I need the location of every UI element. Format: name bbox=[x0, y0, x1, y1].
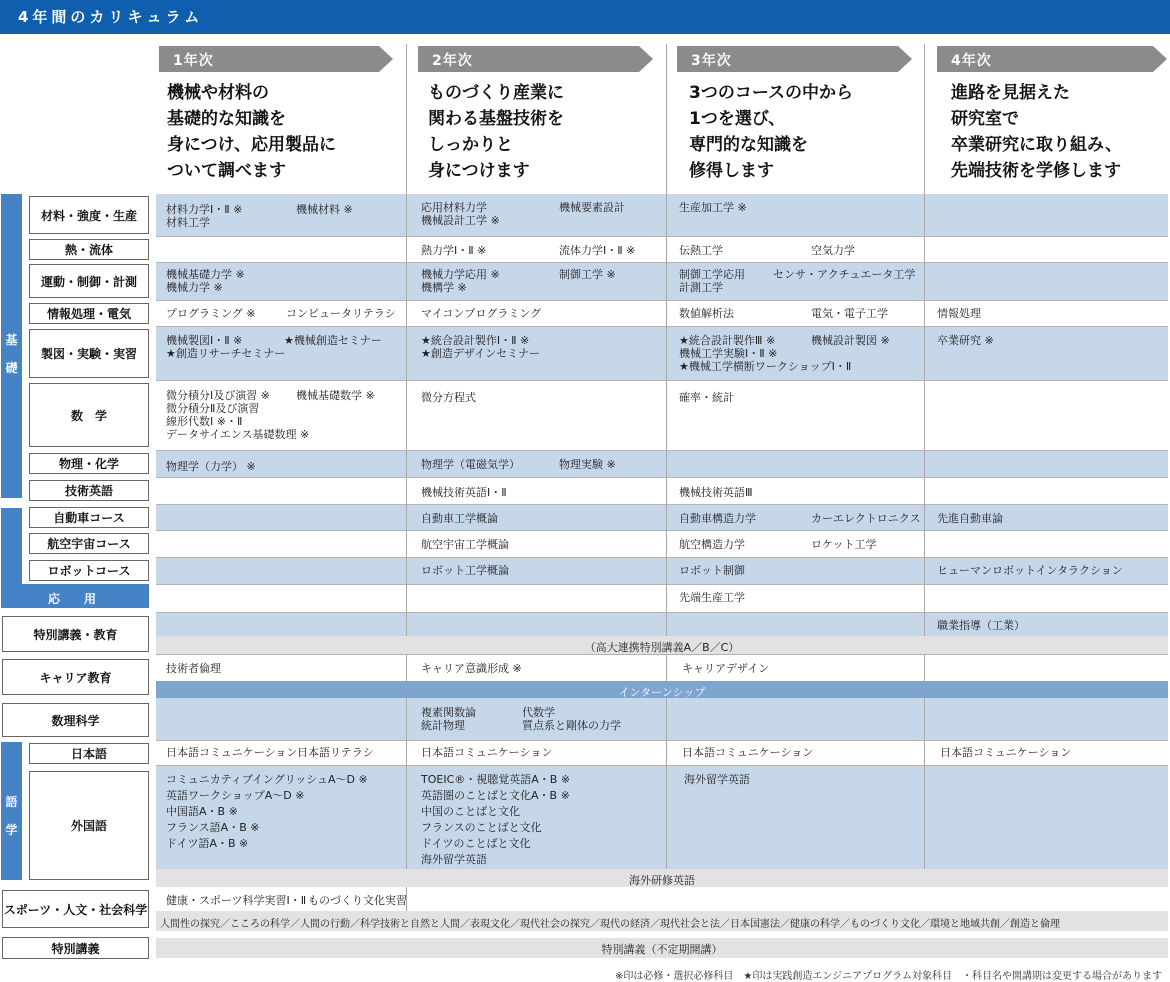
course-cell: 航空宇宙工学概論 bbox=[421, 538, 509, 551]
course-cell: 生産加工学 ※ bbox=[679, 201, 747, 214]
page-title: 4年間のカリキュラム bbox=[18, 8, 204, 26]
category-tokubetsu-kyoiku: 特別講義・教育 bbox=[2, 616, 149, 652]
group-bar-ouyo bbox=[1, 508, 22, 584]
category-joho: 情報処理・電気 bbox=[29, 303, 149, 324]
course-cell: 空気力学 bbox=[811, 244, 855, 257]
course-cell: ★統合設計製作Ⅰ・Ⅱ ※ ★創造デザインセミナー bbox=[421, 334, 541, 360]
year-tab-3 bbox=[677, 46, 898, 72]
category-gijutsu: 技術英語 bbox=[29, 480, 149, 501]
row-bg-undo bbox=[156, 262, 1168, 300]
band-tokubetsu-text: 特別講義（不定期開講） bbox=[601, 943, 723, 956]
row-divider bbox=[156, 300, 1168, 301]
row-bg-gap bbox=[156, 931, 1168, 938]
row-divider bbox=[156, 477, 1168, 478]
course-cell: 日本語コミュニケーション bbox=[166, 746, 298, 759]
course-cell: 日本語リテラシ bbox=[297, 746, 374, 759]
row-divider bbox=[156, 740, 1168, 741]
course-cell: 制御工学 ※ bbox=[559, 268, 616, 281]
year-label-1: 1年次 bbox=[173, 53, 214, 69]
year-divider bbox=[406, 698, 407, 869]
course-cell: 微分方程式 bbox=[421, 391, 476, 404]
course-cell: ロボット工学概論 bbox=[421, 564, 509, 577]
row-divider bbox=[156, 504, 1168, 505]
course-cell: 日本語コミュニケーション bbox=[682, 746, 814, 759]
year-label-4: 4年次 bbox=[951, 53, 992, 69]
category-jidosha: 自動車コース bbox=[29, 507, 149, 528]
category-tokubetsu: 特別講義 bbox=[2, 937, 149, 959]
row-bg-ouyo bbox=[156, 584, 1168, 612]
course-cell: 機械技術英語Ⅰ・Ⅱ bbox=[421, 486, 507, 499]
course-cell: 熱力学Ⅰ・Ⅱ ※ bbox=[421, 244, 487, 257]
year-label-3: 3年次 bbox=[691, 53, 732, 69]
group-label-gogaku: 学 bbox=[5, 823, 18, 837]
band-jinbun-text: 人間性の探究／こころの科学／人間の行動／科学技術と自然と人間／表現文化／現代社会の探究／現代の経済／現代社会と法／日本国憲法／健康の科学／ものづくり文化／環境と地域共創／創造と倫理 bbox=[160, 919, 1060, 930]
group-bar-gogaku bbox=[1, 742, 22, 880]
category-butsuri: 物理・化学 bbox=[29, 453, 149, 474]
course-cell: キャリアデザイン bbox=[682, 662, 770, 675]
course-cell: 伝熱工学 bbox=[679, 244, 723, 257]
row-bg-jidosha bbox=[156, 504, 1168, 530]
band-kodai-text: （高大連携特別講義A／B／C） bbox=[584, 641, 740, 654]
year-divider bbox=[924, 44, 925, 636]
year-label-2: 2年次 bbox=[432, 53, 473, 69]
course-cell: 航空構造力学 bbox=[679, 538, 745, 551]
course-cell: 数値解析法 bbox=[679, 307, 734, 320]
course-cell: 機械基礎力学 ※ 機械力学 ※ bbox=[166, 268, 245, 294]
year-desc-2: ものづくり産業に 関わる基盤技術を しっかりと 身につけます bbox=[428, 83, 564, 181]
year-tab-2 bbox=[418, 46, 639, 72]
course-cell: 複素関数論 統計物理 bbox=[421, 706, 476, 732]
course-cell: センサ・アクチュエータ工学 bbox=[773, 268, 916, 281]
course-cell: 応用材料力学 機械設計工学 ※ bbox=[421, 201, 500, 227]
course-cell: ヒューマンロボットインタラクション bbox=[937, 564, 1123, 577]
course-cell: 機械要素設計 bbox=[559, 201, 625, 214]
course-cell: 海外留学英語 bbox=[684, 773, 750, 786]
course-cell: 代数学 質点系と剛体の力学 bbox=[522, 706, 621, 732]
group-label-kiso: 基 bbox=[5, 333, 18, 347]
category-sugaku: 数 学 bbox=[29, 383, 149, 447]
course-cell: 機械基礎数学 ※ bbox=[296, 389, 375, 402]
course-cell: TOEIC®・視聴覚英語A・B ※ 英語圏のことばと文化A・B ※ 中国のことばと文化 フランスのことばと文化 ドイツのことばと文化 海外留学英語 bbox=[421, 773, 571, 866]
course-cell: ★統合設計製作Ⅲ ※ 機械工学実験Ⅰ・Ⅱ ※ ★機械工学横断ワークショップⅠ・Ⅱ bbox=[679, 334, 852, 373]
year-tab-1 bbox=[159, 46, 379, 72]
course-cell: 自動車工学概論 bbox=[421, 512, 498, 525]
category-seizu: 製図・実験・実習 bbox=[29, 329, 149, 378]
course-cell: 機械技術英語Ⅲ bbox=[679, 486, 753, 499]
group-label-kiso: 礎 bbox=[5, 361, 18, 375]
row-divider bbox=[156, 380, 1168, 381]
course-cell: コンピュータリテラシ bbox=[286, 307, 396, 320]
row-divider bbox=[156, 530, 1168, 531]
course-cell: 日本語コミュニケーション bbox=[421, 746, 553, 759]
course-cell: 電気・電子工学 bbox=[811, 307, 888, 320]
course-cell: 自動車構造力学 bbox=[679, 512, 756, 525]
row-divider bbox=[156, 236, 1168, 237]
band-kaigai-text: 海外研修英語 bbox=[629, 874, 695, 887]
course-cell: 機械製図Ⅰ・Ⅱ ※ ★創造リサーチセミナー bbox=[166, 334, 286, 360]
year-divider bbox=[666, 44, 667, 636]
course-cell: コミュニカティブイングリッシュA～D ※ 英語ワークショップA～D ※ 中国語A・B ※ フランス語A・B ※ ドイツ語A・B ※ bbox=[166, 773, 368, 850]
year-desc-3: 3つのコースの中から 1つを選び、 専門的な知識を 修得します bbox=[689, 83, 853, 181]
group-label-ouyo: 応 用 bbox=[47, 592, 102, 606]
row-divider bbox=[156, 450, 1168, 451]
year-divider bbox=[406, 44, 407, 636]
year-divider bbox=[666, 698, 667, 869]
course-cell: 確率・統計 bbox=[679, 391, 734, 404]
category-gaikokugo: 外国語 bbox=[29, 771, 149, 880]
course-cell: プログラミング ※ bbox=[166, 307, 256, 320]
category-career: キャリア教育 bbox=[2, 659, 149, 695]
row-bg-butsuri bbox=[156, 450, 1168, 477]
band-intern-text: インターンシップ bbox=[618, 686, 706, 699]
category-zairyo: 材料・強度・生産 bbox=[29, 196, 149, 234]
year-divider bbox=[924, 698, 925, 869]
category-koku: 航空宇宙コース bbox=[29, 533, 149, 554]
course-cell: 情報処理 bbox=[937, 307, 981, 320]
course-cell: 制御工学応用 計測工学 bbox=[679, 268, 745, 294]
course-cell: 健康・スポーツ科学実習Ⅰ・Ⅱ bbox=[166, 894, 307, 907]
course-cell: カーエレクトロニクス bbox=[811, 512, 921, 525]
course-cell: ロボット制御 bbox=[679, 564, 745, 577]
year-tab-4 bbox=[937, 46, 1153, 72]
course-cell: 物理学（力学） ※ bbox=[166, 460, 256, 473]
course-cell: マイコンプログラミング bbox=[421, 307, 542, 320]
row-bg-gijutsu bbox=[156, 477, 1168, 504]
year-desc-1: 機械や材料の 基礎的な知識を 身につけ、応用製品に ついて調べます bbox=[167, 83, 336, 181]
row-divider bbox=[156, 584, 1168, 585]
group-label-gogaku: 語 bbox=[5, 795, 18, 809]
course-cell: 技術者倫理 bbox=[166, 662, 221, 675]
course-cell: キャリア意識形成 ※ bbox=[421, 662, 522, 675]
year-divider bbox=[666, 654, 667, 681]
row-divider bbox=[156, 765, 1168, 766]
course-cell: 材料力学Ⅰ・Ⅱ ※ 材料工学 bbox=[166, 203, 243, 229]
course-cell: 流体力学Ⅰ・Ⅱ ※ bbox=[559, 244, 636, 257]
category-undo: 運動・制御・計測 bbox=[29, 264, 149, 298]
category-suri: 数理科学 bbox=[2, 703, 149, 737]
row-bg-suri bbox=[156, 698, 1168, 740]
footnote: ※印は必修・選択必修科目 ★印は実践創造エンジニアプログラム対象科目 ・科目名や開講期は変更する場合があります bbox=[615, 971, 1162, 982]
course-cell: ★機械創造セミナー bbox=[284, 334, 382, 347]
course-cell: 機械力学応用 ※ 機構学 ※ bbox=[421, 268, 500, 294]
course-cell: 物理実験 ※ bbox=[559, 458, 616, 471]
course-cell: 日本語コミュニケーション bbox=[940, 746, 1072, 759]
course-cell: 先端生産工学 bbox=[679, 591, 745, 604]
row-bg-career bbox=[156, 654, 1168, 681]
course-cell: ロケット工学 bbox=[811, 538, 877, 551]
year-divider bbox=[924, 654, 925, 681]
course-cell: 微分積分Ⅰ及び演習 ※ 微分積分Ⅱ及び演習 線形代数Ⅰ ※・Ⅱ データサイエンス基礎数理 ※ bbox=[166, 389, 310, 441]
row-bg-netsu bbox=[156, 236, 1168, 262]
year-desc-4: 進路を見据えた 研究室で 卒業研究に取り組み、 先端技術を学修します bbox=[951, 83, 1123, 181]
category-sports: スポーツ・人文・社会科学 bbox=[2, 890, 149, 928]
course-cell: 職業指導（工業） bbox=[937, 619, 1025, 632]
category-robot: ロボットコース bbox=[29, 560, 149, 581]
course-cell: 機械材料 ※ bbox=[296, 203, 353, 216]
row-divider bbox=[156, 557, 1168, 558]
course-cell: 卒業研究 ※ bbox=[937, 334, 994, 347]
year-divider bbox=[406, 654, 407, 681]
row-divider bbox=[156, 262, 1168, 263]
row-bg-koku bbox=[156, 530, 1168, 557]
course-cell: 物理学（電磁気学） bbox=[421, 458, 520, 471]
category-netsu: 熱・流体 bbox=[29, 239, 149, 260]
category-nihongo: 日本語 bbox=[29, 743, 149, 764]
course-cell: 機械設計製図 ※ bbox=[811, 334, 890, 347]
row-divider bbox=[156, 612, 1168, 613]
course-cell: ものづくり文化実習 bbox=[308, 894, 407, 907]
row-divider bbox=[156, 326, 1168, 327]
course-cell: 先進自動車論 bbox=[937, 512, 1003, 525]
